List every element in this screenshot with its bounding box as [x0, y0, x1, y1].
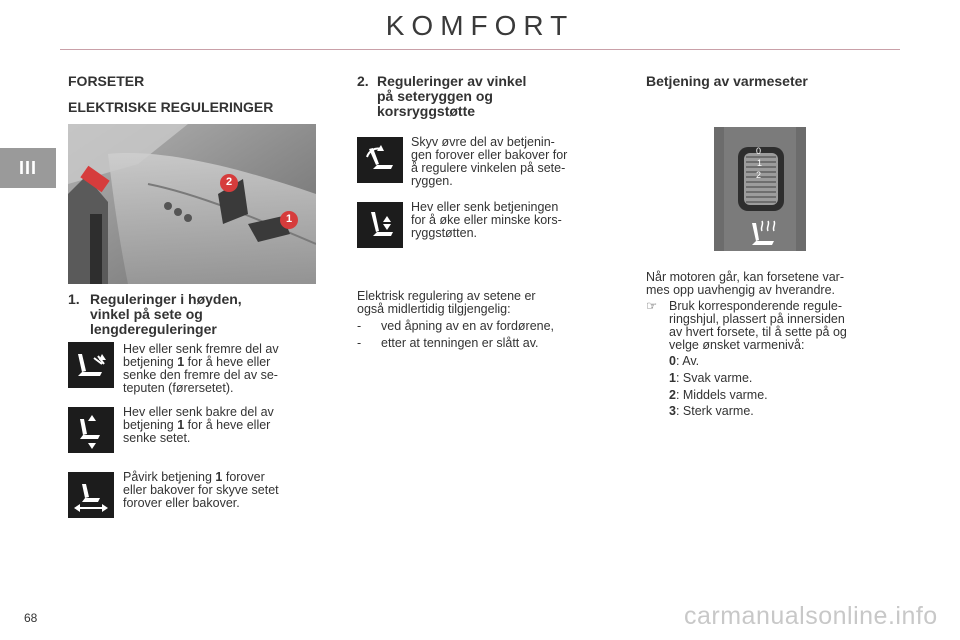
item1-title-line1: Reguleringer i høyden, [90, 291, 242, 307]
item1-title-line3: lengdereguleringer [90, 321, 217, 337]
item2-title-line1: Reguleringer av vinkel [377, 73, 527, 89]
lumbar-support-icon [357, 202, 403, 248]
heat-level-item: 2: Middels varme. [669, 388, 768, 402]
desc5-line3: ryggstøtten. [411, 226, 477, 240]
heated-bullet-line3: av hvert forsete, til å sette på og [669, 325, 847, 339]
heated-bullet-line1: Bruk korresponderende regule- [669, 299, 843, 313]
desc3-line3: forover eller bakover. [123, 496, 240, 510]
bullet-dash: - [357, 336, 362, 350]
desc3-line1: Påvirk betjening 1 forover [123, 470, 265, 484]
seat-front-tilt-icon [68, 342, 114, 388]
wheel-mark-0: 0 [756, 146, 762, 156]
info-line2: også midlertidig tilgjengelig: [357, 302, 511, 316]
item1-title-line2: vinkel på sete og [90, 306, 203, 322]
backrest-angle-icon [357, 137, 403, 183]
desc5-line2: for å øke eller minske kors- [411, 213, 562, 227]
bullet-text: ved åpning av en av fordørene, [381, 319, 555, 333]
item2-title-line2: på seteryggen og [377, 88, 493, 104]
desc4-line2: gen forover eller bakover for [411, 148, 568, 162]
desc1-line2: betjening 1 for å heve eller [123, 355, 271, 369]
desc5-line1: Hev eller senk betjeningen [411, 200, 559, 214]
bullet-text: etter at tenningen er slått av. [381, 336, 539, 350]
heated-seat-control-photo [714, 127, 806, 251]
heated-bullet-line4: velge ønsket varmenivå: [669, 338, 805, 352]
pointing-hand-icon: ☞ [646, 299, 658, 313]
chapter-tab[interactable]: III [0, 148, 56, 188]
item2-title-line3: korsryggstøtte [377, 103, 476, 119]
heated-intro-line1: Når motoren går, kan forsetene var- [646, 270, 845, 284]
title-divider [60, 49, 900, 50]
desc1-line4: teputen (førersetet). [123, 381, 234, 395]
callout-2: 2 [225, 176, 233, 188]
seat-slide-icon [68, 472, 114, 518]
desc2-line2: betjening 1 for å heve eller [123, 418, 271, 432]
desc2-line3: senke setet. [123, 431, 191, 445]
subsection-title: ELEKTRISKE REGULERINGER [68, 99, 274, 115]
wheel-mark-2: 2 [756, 170, 762, 180]
heated-bullet-line2: ringshjul, plassert på innersiden [669, 312, 845, 326]
section-title: FORSETER [68, 73, 145, 89]
item1-number: 1. [68, 291, 80, 307]
callout-1: 1 [285, 213, 293, 225]
seat-height-icon [68, 407, 114, 453]
desc4-line3: å regulere vinkelen på sete- [411, 161, 566, 175]
info-line1: Elektrisk regulering av setene er [357, 289, 536, 303]
bullet-dash: - [357, 319, 362, 333]
seat-controls-photo [68, 124, 316, 284]
heat-level-item: 3: Sterk varme. [669, 404, 754, 418]
page-number: 68 [24, 611, 38, 625]
desc1-line3: senke den fremre del av se- [123, 368, 278, 382]
heat-level-item: 1: Svak varme. [669, 371, 753, 385]
heated-seat-title: Betjening av varmeseter [646, 73, 808, 89]
heated-intro-line2: mes opp uavhengig av hverandre. [646, 283, 836, 297]
desc4-line4: ryggen. [411, 174, 453, 188]
heat-level-item: 0: Av. [669, 354, 700, 368]
desc3-line2: eller bakover for skyve setet [123, 483, 279, 497]
desc4-line1: Skyv øvre del av betjenin- [411, 135, 555, 149]
wheel-mark-1: 1 [757, 158, 763, 168]
watermark: carmanualsonline.info [684, 602, 938, 630]
desc1-line1: Hev eller senk fremre del av [123, 342, 279, 356]
desc2-line1: Hev eller senk bakre del av [123, 405, 274, 419]
item2-number: 2. [357, 73, 369, 89]
page-title: KOMFORT [385, 10, 575, 41]
